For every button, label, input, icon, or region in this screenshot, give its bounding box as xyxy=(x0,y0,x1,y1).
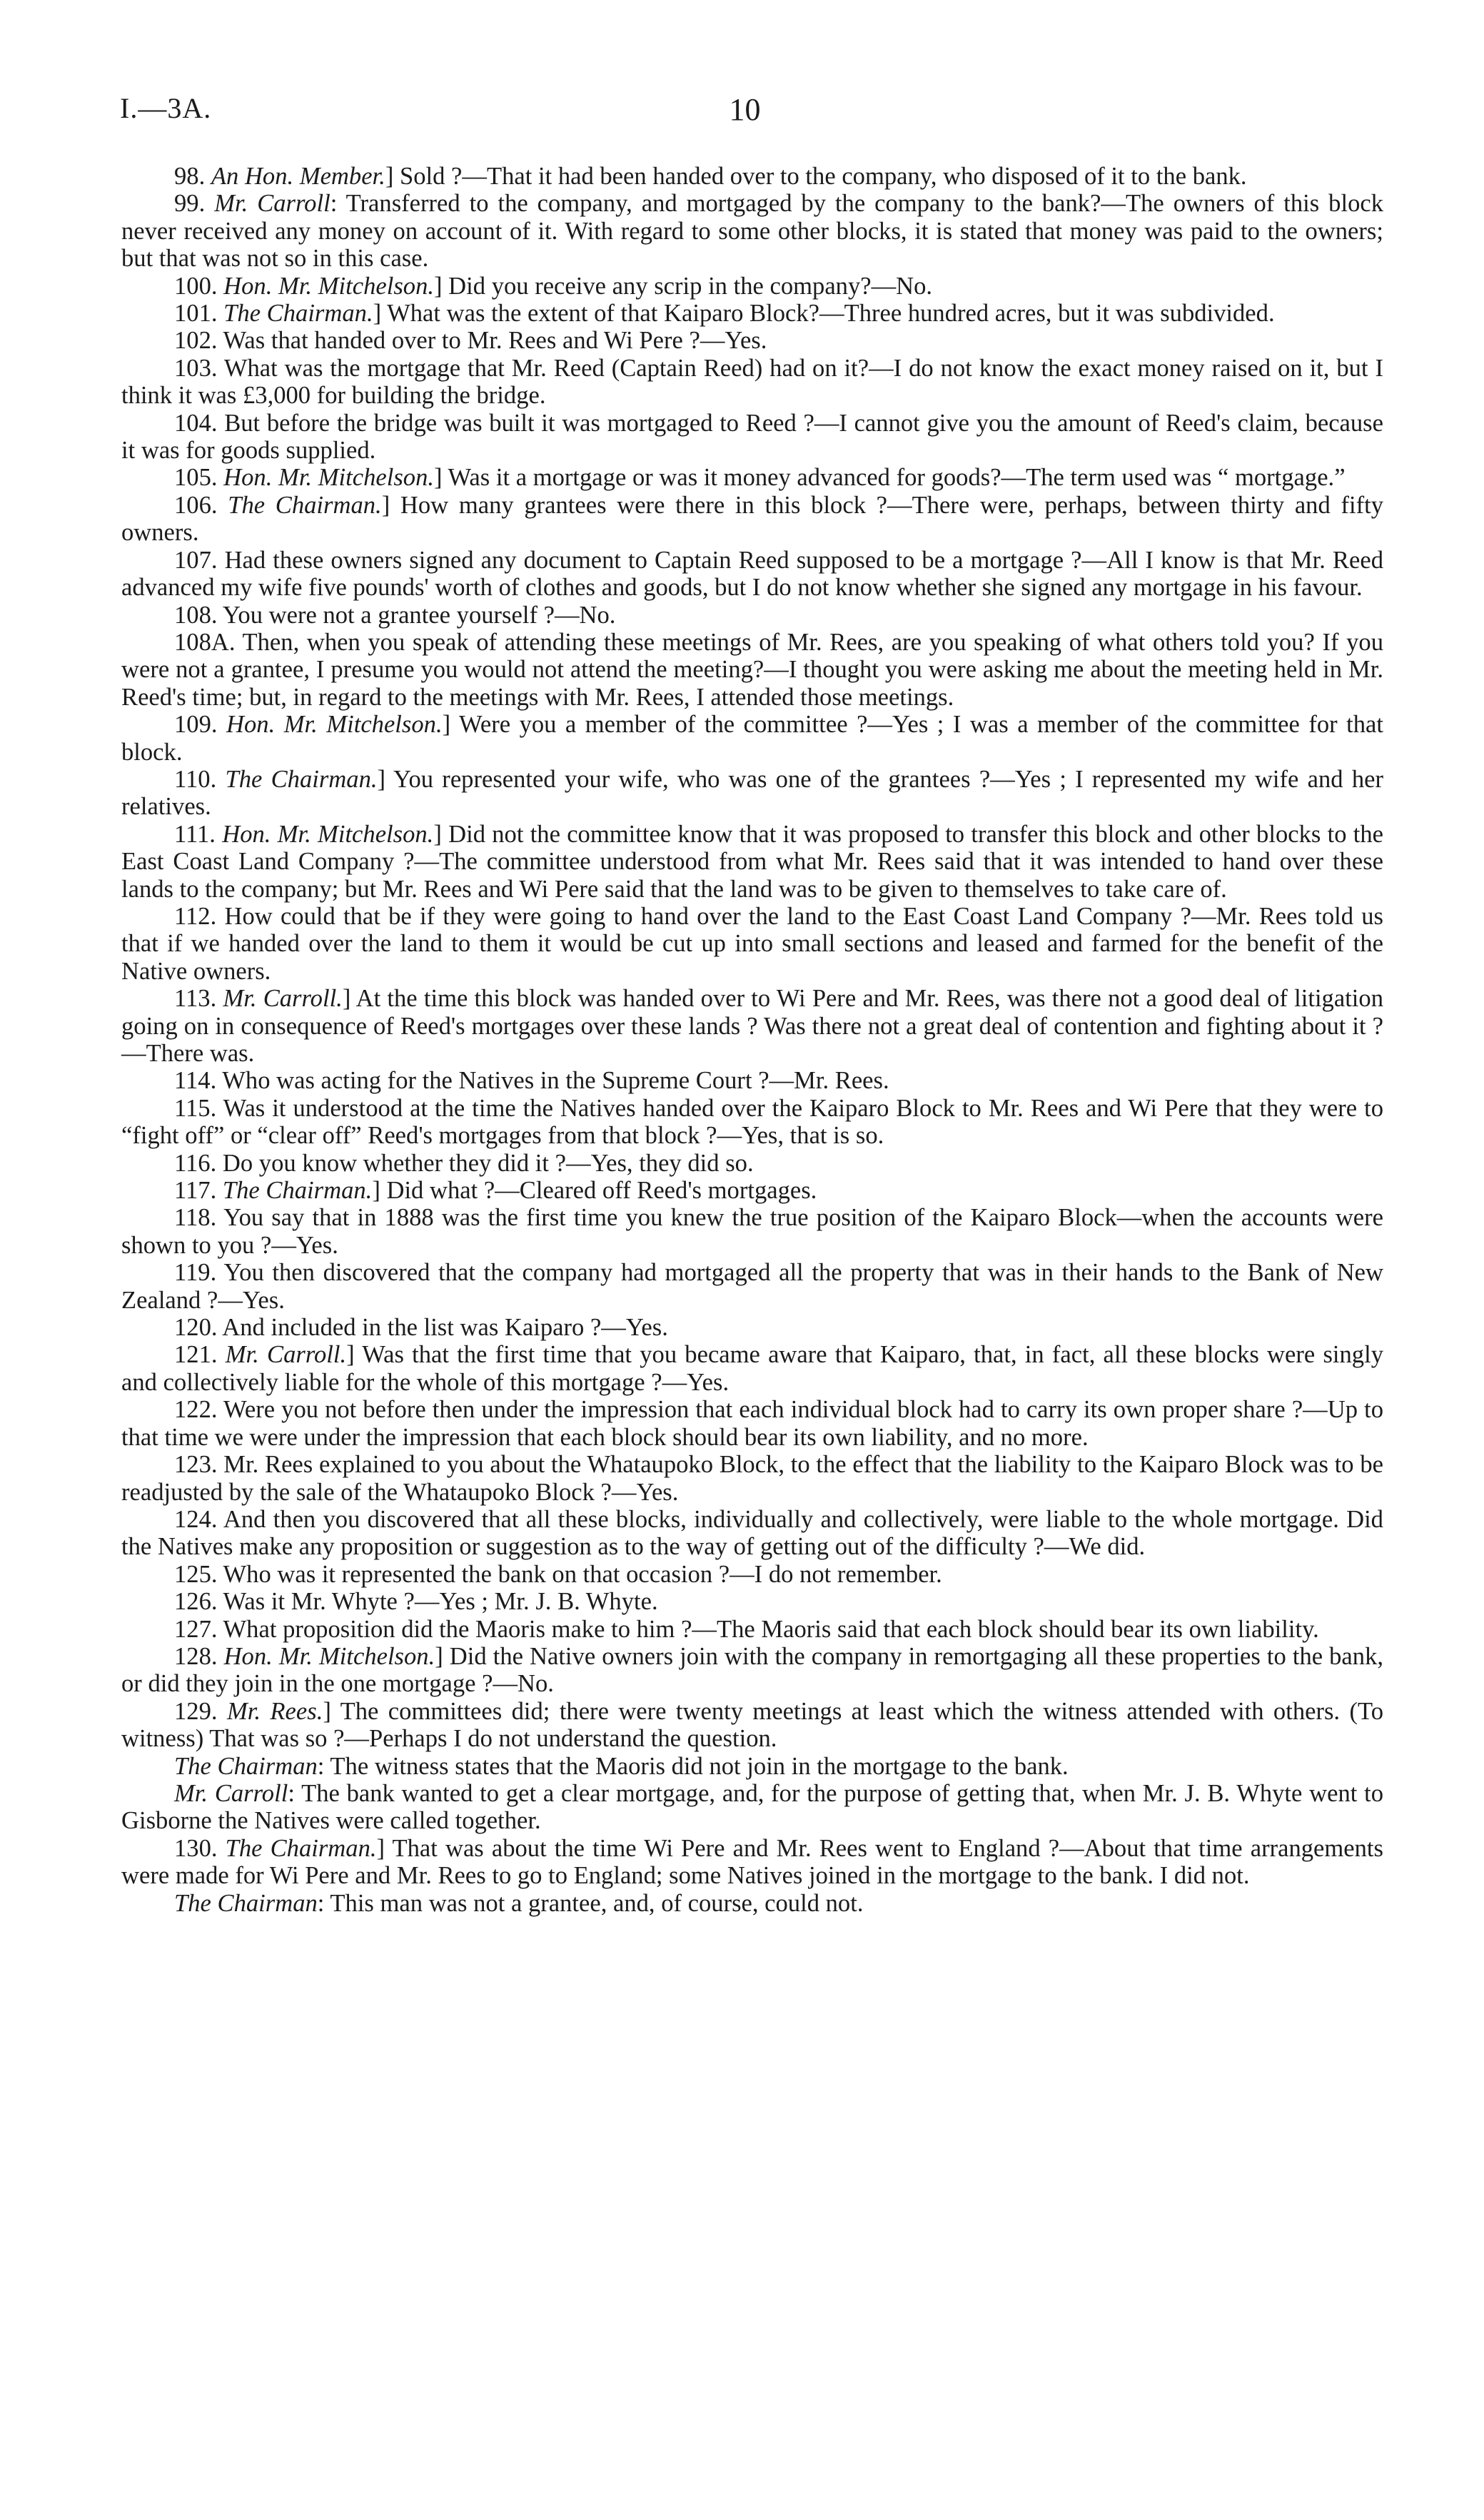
minutes-paragraph xyxy=(121,1698,1383,1753)
minutes-paragraph xyxy=(121,1753,1383,1780)
minutes-paragraph xyxy=(121,629,1383,711)
question-number: 100. xyxy=(174,272,218,300)
question-number: 105. xyxy=(174,464,218,492)
minutes-paragraph xyxy=(121,1259,1383,1314)
paragraph-text: Was it understood at the time the Natives handed over the Kaiparo Block to Mr. Rees and Wi Pere that they were to “fight off” or “clear off” Reed's mortgages from that block ?—Yes, that is so. xyxy=(121,1094,1383,1150)
paragraph-text: The witness states that the Maoris did not join in the mortgage to the bank. xyxy=(324,1752,1069,1780)
speaker-punctuation: ] xyxy=(442,711,451,739)
speaker-name: The Chairman. xyxy=(222,1177,373,1205)
minutes-paragraph xyxy=(121,1588,1383,1615)
paragraph-text: How could that be if they were going to hand over the land to the East Coast Land Company ?—Mr. Rees told us that if we handed over the land to them it would be cut up into small sections and leased and farmed for the benefit of the Native owners. xyxy=(121,902,1383,985)
paragraph-text: Did you receive any scrip in the company?—No. xyxy=(442,272,933,300)
question-number: 108A. xyxy=(174,628,236,656)
speaker-punctuation: ] xyxy=(323,1697,331,1725)
paragraph-text: You represented your wife, who was one of the grantees ?—Yes ; I represented my wife and her relatives. xyxy=(121,765,1383,821)
speaker-punctuation: ] xyxy=(373,300,382,328)
speaker-punctuation: ] xyxy=(342,985,351,1013)
paragraph-text: You say that in 1888 was the first time you knew the true position of the Kaiparo Block—when the accounts were shown to you ?—Yes. xyxy=(121,1204,1383,1259)
document-reference: I.—3A. xyxy=(120,92,212,124)
speaker-punctuation: : xyxy=(288,1779,295,1807)
paragraph-text: Was that the first time that you became aware that Kaiparo, that, in fact, all these blocks were singly and collectively liable for the whole of this mortgage ?—Yes. xyxy=(121,1341,1383,1396)
minutes-body xyxy=(121,163,1383,1917)
question-number: 125. xyxy=(174,1560,218,1588)
paragraph-text: But before the bridge was built it was mortgaged to Reed ?—I cannot give you the amount of Reed's claim, because it was for goods supplied. xyxy=(121,409,1383,465)
minutes-paragraph xyxy=(121,1561,1383,1588)
paragraph-text: Who was it represented the bank on that occasion ?—I do not remember. xyxy=(223,1560,942,1588)
paragraph-text: Did the Native owners join with the company in remortgaging all these properties to the bank, or did they join in the one mortgage ?—No. xyxy=(121,1642,1383,1698)
minutes-paragraph xyxy=(121,273,1383,300)
question-number: 106. xyxy=(174,491,218,519)
speaker-name: Mr. Carroll. xyxy=(223,985,343,1013)
paragraph-text: Transferred to the company, and mortgaged by the company to the bank?—The owners of this block never received any money on account of it. With regard to some other blocks, it is stated that money was paid to the owners; but that was not so in this case. xyxy=(121,190,1383,273)
speaker-punctuation: : xyxy=(317,1752,325,1780)
paragraph-text: Sold ?—That it had been handed over to the company, who disposed of it to the bank. xyxy=(393,163,1247,190)
question-number: 130. xyxy=(174,1834,218,1862)
minutes-paragraph xyxy=(121,1204,1383,1259)
speaker-punctuation: ] xyxy=(377,765,386,793)
speaker-punctuation: ] xyxy=(346,1341,355,1369)
paragraph-text: And then you discovered that all these blocks, individually and collectively, were liable to the whole mortgage. Did the Natives make any proposition or suggestion as to the way of getting out of the difficulty ?—We did. xyxy=(121,1505,1383,1561)
paragraph-text: This man was not a grantee, and, of course, could not. xyxy=(324,1889,864,1917)
minutes-paragraph xyxy=(121,1341,1383,1396)
paragraph-text: The bank wanted to get a clear mortgage, and, for the purpose of getting that, when Mr. J. B. Whyte went to Gisborne the Natives were called together. xyxy=(121,1779,1383,1835)
question-number: 124. xyxy=(174,1505,218,1533)
question-number: 119. xyxy=(174,1259,217,1287)
question-number: 117. xyxy=(174,1177,217,1205)
speaker-name: The Chairman xyxy=(174,1889,318,1917)
minutes-paragraph xyxy=(121,766,1383,821)
question-number: 107. xyxy=(174,546,218,574)
minutes-paragraph xyxy=(121,1890,1383,1917)
question-number: 98. xyxy=(174,163,206,190)
page-header xyxy=(120,91,1370,134)
paragraph-text: Was it a mortgage or was it money advanced for goods?—The term used was “ mortgage.” xyxy=(442,464,1346,492)
minutes-paragraph xyxy=(121,1095,1383,1150)
minutes-paragraph xyxy=(121,602,1383,629)
minutes-paragraph xyxy=(121,821,1383,903)
question-number: 122. xyxy=(174,1396,218,1424)
minutes-paragraph xyxy=(121,985,1383,1067)
minutes-paragraph xyxy=(121,163,1383,190)
paragraph-text: How many grantees were there in this block ?—There were, perhaps, between thirty and fifty owners. xyxy=(121,491,1383,547)
question-number: 102. xyxy=(174,327,218,355)
question-number: 103. xyxy=(174,354,218,382)
speaker-punctuation: : xyxy=(317,1889,325,1917)
minutes-paragraph xyxy=(121,1835,1383,1890)
question-number: 109. xyxy=(174,711,218,739)
speaker-punctuation: : xyxy=(330,190,338,218)
speaker-name: The Chairman. xyxy=(223,300,373,328)
speaker-punctuation: ] xyxy=(381,491,390,519)
minutes-paragraph xyxy=(121,464,1383,491)
paragraph-text: Did what ?—Cleared off Reed's mortgages. xyxy=(380,1177,817,1205)
minutes-paragraph xyxy=(121,1616,1383,1643)
speaker-punctuation: ] xyxy=(372,1177,380,1205)
paragraph-text: That was about the time Wi Pere and Mr. Rees went to England ?—About that time arrangements were made for Wi Pere and Mr. Rees to go to England; some Natives joined in the mortgage to the bank. I did not. xyxy=(121,1834,1383,1890)
paragraph-text: What proposition did the Maoris make to him ?—The Maoris said that each block should bear its own liability. xyxy=(223,1615,1319,1643)
paragraph-text: Were you not before then under the impression that each individual block had to carry its own proper share ?—Up to that time we were under the impression that each block should bear its own liability, and no more. xyxy=(121,1396,1383,1451)
speaker-name: Mr. Carroll xyxy=(214,190,330,218)
speaker-name: The Chairman. xyxy=(228,491,382,519)
question-number: 120. xyxy=(174,1314,218,1342)
speaker-name: The Chairman xyxy=(174,1752,318,1780)
question-number: 115. xyxy=(174,1094,217,1122)
speaker-name: Hon. Mr. Mitchelson. xyxy=(226,711,443,739)
paragraph-text: What was the mortgage that Mr. Reed (Captain Reed) had on it?—I do not know the exact money raised on it, but I think it was £3,000 for building the bridge. xyxy=(121,354,1383,410)
speaker-name: The Chairman. xyxy=(225,765,378,793)
speaker-name: The Chairman. xyxy=(225,1834,377,1862)
paragraph-text: What was the extent of that Kaiparo Block?—Three hundred acres, but it was subdivided. xyxy=(381,300,1275,328)
paragraph-text: The committees did; there were twenty meetings at least which the witness attended with others. (To witness) That was so ?—Perhaps I do not understand the question. xyxy=(121,1697,1383,1753)
question-number: 112. xyxy=(174,902,217,930)
minutes-paragraph xyxy=(121,1506,1383,1561)
question-number: 108. xyxy=(174,601,218,629)
paragraph-text: At the time this block was handed over to Wi Pere and Mr. Rees, was there not a good deal of litigation going on in consequence of Reed's mortgages over these lands ? Was there not a great deal of contention and fighting about it ?—There was. xyxy=(121,985,1383,1067)
speaker-punctuation: ] xyxy=(434,272,443,300)
paragraph-text: Were you a member of the committee ?—Yes ; I was a member of the committee for that block. xyxy=(121,711,1384,766)
question-number: 110. xyxy=(174,765,217,793)
minutes-paragraph xyxy=(121,1150,1383,1177)
minutes-paragraph xyxy=(121,1314,1383,1341)
paragraph-text: And included in the list was Kaiparo ?—Yes. xyxy=(222,1314,668,1342)
question-number: 121. xyxy=(174,1341,218,1369)
question-number: 123. xyxy=(174,1451,218,1479)
minutes-paragraph xyxy=(121,300,1383,327)
question-number: 99. xyxy=(174,190,206,218)
minutes-paragraph xyxy=(121,1451,1383,1506)
minutes-paragraph xyxy=(121,1177,1383,1204)
minutes-paragraph xyxy=(121,1780,1383,1835)
speaker-name: Mr. Rees. xyxy=(226,1697,323,1725)
question-number: 113. xyxy=(174,985,217,1013)
speaker-name: Hon. Mr. Mitchelson. xyxy=(223,464,435,492)
minutes-paragraph xyxy=(121,190,1383,272)
question-number: 101. xyxy=(174,300,218,328)
page-number: 10 xyxy=(729,92,761,127)
speaker-punctuation: ] xyxy=(434,464,443,492)
speaker-name: An Hon. Member. xyxy=(211,163,385,190)
minutes-paragraph xyxy=(121,492,1383,547)
paragraph-text: Who was acting for the Natives in the Supreme Court ?—Mr. Rees. xyxy=(222,1067,889,1095)
question-number: 126. xyxy=(174,1588,218,1616)
speaker-punctuation: ] xyxy=(433,820,442,848)
question-number: 118. xyxy=(174,1204,217,1232)
question-number: 104. xyxy=(174,409,218,437)
paragraph-text: You were not a grantee yourself ?—No. xyxy=(222,601,616,629)
paragraph-text: Do you know whether they did it ?—Yes, they did so. xyxy=(222,1149,754,1177)
question-number: 127. xyxy=(174,1615,218,1643)
question-number: 129. xyxy=(174,1697,218,1725)
question-number: 111. xyxy=(174,820,216,848)
minutes-paragraph xyxy=(121,1067,1383,1094)
question-number: 116. xyxy=(174,1149,217,1177)
minutes-paragraph xyxy=(121,355,1383,410)
paragraph-text: Was that handed over to Mr. Rees and Wi Pere ?—Yes. xyxy=(223,327,767,355)
question-number: 114. xyxy=(174,1067,217,1095)
paragraph-text: Did not the committee know that it was proposed to transfer this block and other blocks to the East Coast Land Company ?—The committee understood from what Mr. Rees said that it was intended to hand over these lands to the company; but Mr. Rees and Wi Pere said that the land was to be given to themselves to take care of. xyxy=(121,820,1383,903)
minutes-paragraph xyxy=(121,903,1383,985)
paragraph-text: Was it Mr. Whyte ?—Yes ; Mr. J. B. Whyte. xyxy=(223,1588,658,1616)
speaker-name: Hon. Mr. Mitchelson. xyxy=(222,820,434,848)
paragraph-text: You then discovered that the company had mortgaged all the property that was in their hands to the Bank of New Zealand ?—Yes. xyxy=(121,1259,1383,1314)
minutes-paragraph xyxy=(121,711,1383,766)
paragraph-text: Mr. Rees explained to you about the Whataupoko Block, to the effect that the liability to the Kaiparo Block was to be readjusted by the sale of the Whataupoko Block ?—Yes. xyxy=(121,1451,1383,1506)
speaker-punctuation: ] xyxy=(435,1642,443,1670)
speaker-name: Mr. Carroll. xyxy=(225,1341,347,1369)
question-number: 128. xyxy=(174,1642,218,1670)
minutes-paragraph xyxy=(121,547,1383,602)
speaker-punctuation: ] xyxy=(376,1834,385,1862)
paragraph-text: Had these owners signed any document to Captain Reed supposed to be a mortgage ?—All I know is that Mr. Reed advanced my wife five pounds' worth of clothes and goods, but I do not know whether she signed any mortgage in his favour. xyxy=(121,546,1383,602)
minutes-paragraph xyxy=(121,410,1383,465)
speaker-name: Mr. Carroll xyxy=(174,1779,288,1807)
minutes-paragraph xyxy=(121,1396,1383,1451)
speaker-name: Hon. Mr. Mitchelson. xyxy=(223,1642,435,1670)
paragraph-text: Then, when you speak of attending these meetings of Mr. Rees, are you speaking of what others told you? If you were not a grantee, I presume you would not attend the meeting?—I thought you were asking me about the meeting held in Mr. Reed's time; but, in regard to the meetings with Mr. Rees, I attended those meetings. xyxy=(121,628,1383,711)
speaker-name: Hon. Mr. Mitchelson. xyxy=(223,272,435,300)
minutes-paragraph xyxy=(121,327,1383,354)
minutes-paragraph xyxy=(121,1643,1383,1698)
speaker-punctuation: ] xyxy=(385,163,394,190)
